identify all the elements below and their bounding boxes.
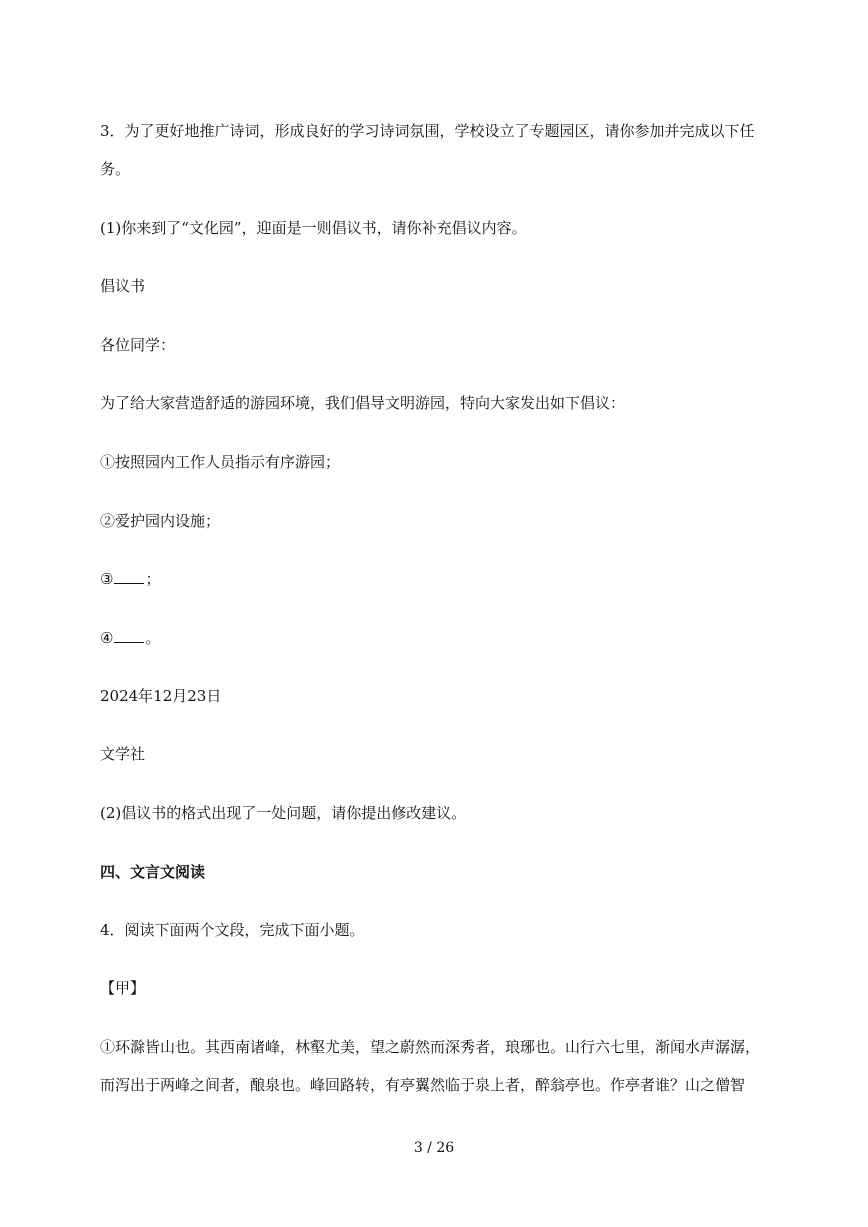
question-3-part-2: (2)倡议书的格式出现了一处问题，请你提出修改建议。	[100, 804, 467, 822]
passage-label: 【甲】	[100, 979, 146, 997]
letter-item-1	[100, 452, 340, 472]
item-text: ；	[145, 570, 161, 588]
passage-line-1: ①环滁皆山也。其西南诸峰，林壑尤美，望之蔚然而深秀者，琅琊也。山行六七里，渐闻水声潺潺，	[100, 1038, 761, 1056]
item-text: 爱护园内设施；	[115, 512, 221, 530]
question-3-part-1: (1)你来到了“文化园”，迎面是一则倡议书，请你补充倡议内容。	[100, 219, 527, 237]
section-heading: 四、文言文阅读	[100, 863, 206, 881]
item-number: ④	[100, 629, 114, 647]
letter-item-4	[100, 628, 160, 648]
letter-intro: 为了给大家营造舒适的游园环境，我们倡导文明游园，特向大家发出如下倡议：	[100, 394, 626, 412]
page-number: 3 / 26	[413, 1140, 455, 1156]
item-text: 按照园内工作人员指示有序游园；	[115, 453, 341, 471]
question-3-line-1: 3．为了更好地推广诗词，形成良好的学习诗词氛围，学校设立了专题园区，请你参加并完成以下任	[100, 122, 755, 140]
letter-item-2	[100, 511, 220, 531]
item-number: ②	[100, 512, 116, 530]
item-number: ①	[100, 453, 116, 471]
letter-salutation: 各位同学：	[100, 336, 176, 354]
letter-item-3	[100, 569, 160, 589]
item-text: 。	[145, 629, 161, 647]
letter-title: 倡议书	[100, 277, 146, 295]
answer-blank[interactable]	[114, 628, 144, 643]
letter-date: 2024年12月23日	[100, 687, 222, 705]
answer-blank[interactable]	[114, 569, 144, 584]
question-3-line-2: 务。	[100, 160, 131, 178]
question-4: 4．阅读下面两个文段，完成下面小题。	[100, 921, 365, 939]
passage-line-2: 而泻出于两峰之间者，酿泉也。峰回路转，有亭翼然临于泉上者，醉翁亭也。作亭者谁？山之僧智	[100, 1076, 746, 1094]
letter-signer: 文学社	[100, 745, 146, 763]
item-number: ③	[100, 570, 114, 588]
